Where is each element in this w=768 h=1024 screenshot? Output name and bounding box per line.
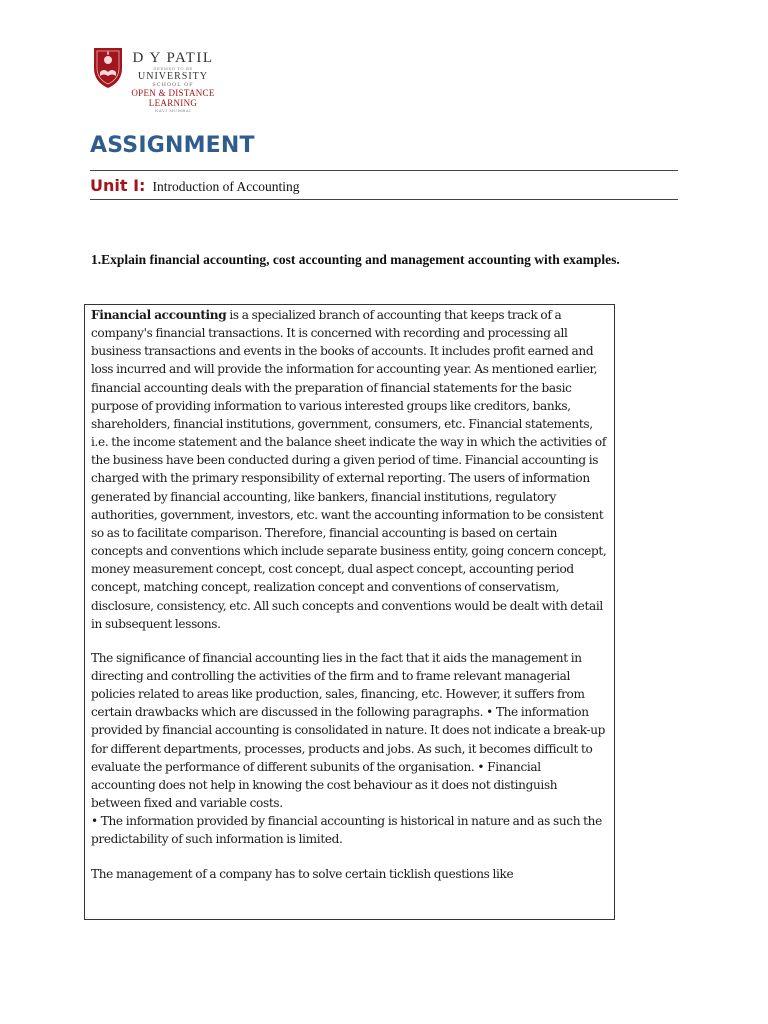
logo-location: NAVI MUMBAI	[154, 108, 192, 113]
answer-paragraph-1-text: is a specialized branch of accounting that keeps track of a company's financial transactions. It is concerned with recording and processing all business transactions and events in the books of accounts. It includes profit earned and loss incurred and will provide the information for accounting year. As mentioned earlier, financial accounting deals with the preparation of financial statements for the basic purpose of providing information to various interested groups like creditors, banks, shareholders, financial institutions, government, consumers, etc. Financial statements, i.e. the income statement and the balance sheet indicate the way in which the activities of the business have been conducted during a given period of time. Financial accounting is charged with the primary responsibility of external reporting. The users of information generated by financial accounting, like bankers, financial institutions, regulatory authorities, government, investors, etc. want the accounting information to be consistent so as to facilitate comparison. Therefore, financial accounting is based on certain concepts and conventions which include separate business entity, going concern concept, money measurement concept, cost concept, dual aspect concept, accounting period concept, matching concept, realization concept and conventions of conservatism, disclosure, consistency, etc. All such concepts and conventions would be dealt with detail in subsequent lessons.	[91, 308, 607, 631]
question-text: 1.Explain financial accounting, cost accounting and management accounting with examples.	[91, 252, 620, 267]
unit-heading	[90, 176, 300, 195]
divider-top	[90, 170, 678, 171]
answer-bullet: • The information provided by financial accounting is historical in nature and as such the predictability of such information is limited.	[91, 814, 602, 847]
crest-icon	[92, 46, 124, 90]
university-logo	[92, 46, 217, 116]
logo-odl-line2: LEARNING	[148, 98, 198, 108]
unit-label: Unit I:	[90, 176, 146, 195]
unit-title: Introduction of Accounting	[152, 179, 300, 194]
answer-paragraph-1	[91, 306, 608, 633]
divider-bottom	[90, 199, 678, 200]
assignment-title: ASSIGNMENT	[90, 133, 255, 158]
answer-paragraph-3: The management of a company has to solve certain ticklish questions like	[91, 866, 514, 881]
answer-term: Financial accounting	[91, 308, 227, 322]
logo-odl-line1: OPEN & DISTANCE	[131, 88, 215, 98]
answer-box	[84, 304, 615, 920]
logo-university: UNIVERSITY	[138, 71, 208, 82]
logo-school: SCHOOL OF	[152, 82, 194, 88]
logo-deemed: DEEMED TO BE	[153, 66, 193, 71]
answer-paragraph-2: The significance of financial accounting lies in the fact that it aids the management in directing and controlling the activities of the firm and to frame relevant managerial policies related to areas like production, sales, financing, etc. However, it suffers from certain drawbacks which are discussed in the following paragraphs. • The information provided by financial accounting is consolidated in nature. It does not indicate a break-up for different departments, processes, products and jobs. As such, it becomes difficult to evaluate the performance of different subunits of the organisation. • Financial accounting does not help in knowing the cost behaviour as it does not distinguish between fixed and variable costs.	[91, 650, 606, 811]
logo-name: D Y PATIL	[132, 50, 214, 66]
